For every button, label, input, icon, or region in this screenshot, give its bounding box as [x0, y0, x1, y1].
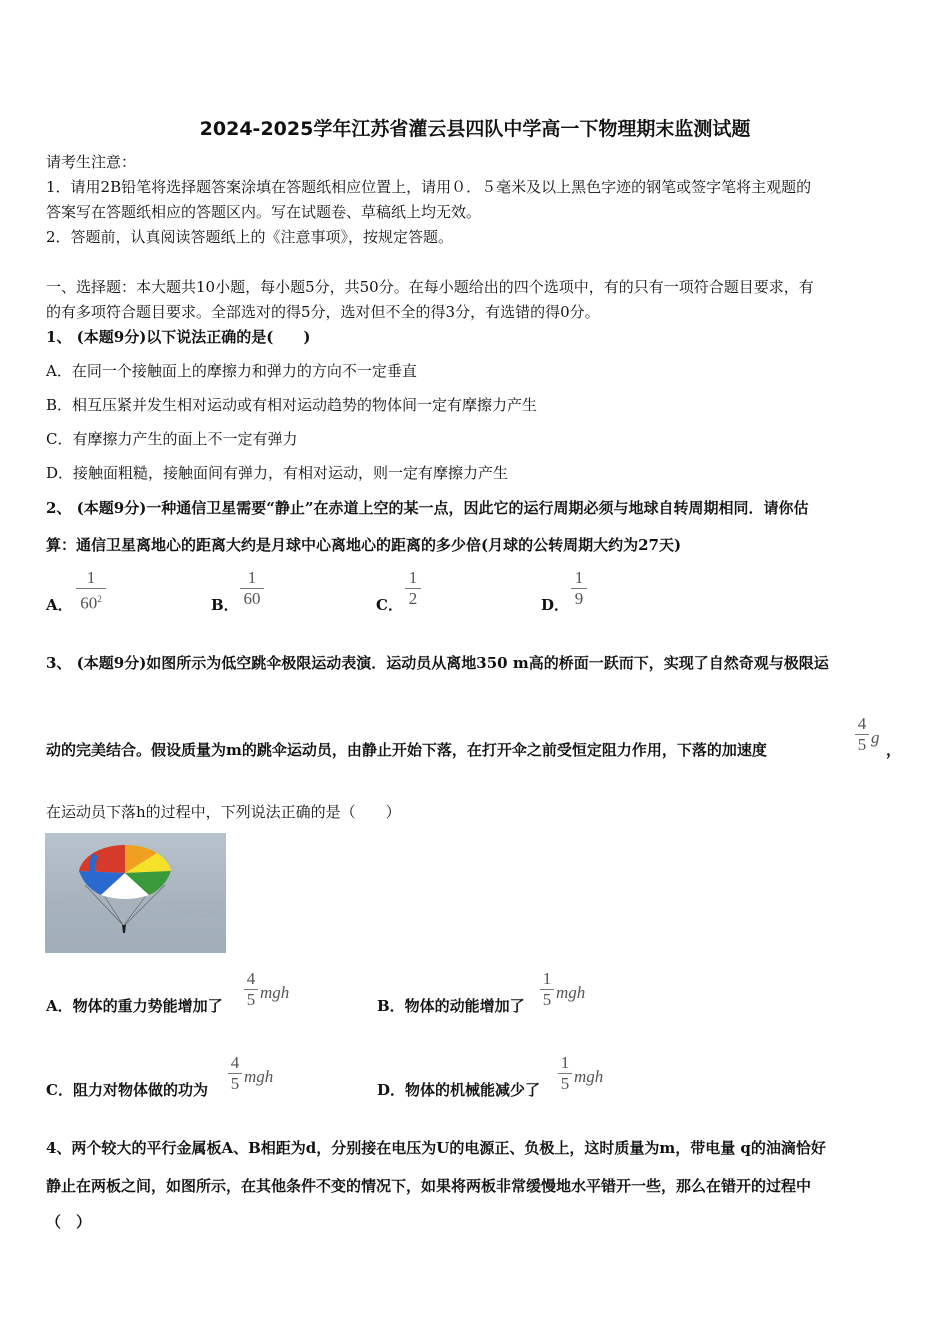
q3-stem-3: 在运动员下落h的过程中，下列说法正确的是（ ） — [46, 803, 401, 821]
q1-option-a: A．在同一个接触面上的摩擦力和弹力的方向不一定垂直 — [46, 362, 417, 380]
q3-option-b: B．物体的动能增加了 — [377, 997, 525, 1015]
q3-option-c: C．阻力对物体做的功为 — [46, 1081, 208, 1099]
q2-option-b-denominator: 60 — [243, 589, 261, 608]
q2-stem-2: 算：通信卫星离地心的距离大约是月球中心离地心的距离的多少倍(月球的公转周期大约为27天) — [46, 536, 682, 554]
notice-line-2: 2．答题前，认真阅读答题纸上的《注意事项》，按规定答题。 — [46, 228, 454, 246]
q3-option-d-fraction — [558, 1054, 572, 1093]
q3-option-b-variable: mgh — [556, 983, 586, 1002]
q1-option-b: B．相互压紧并发生相对运动或有相对运动趋势的物体间一定有摩擦力产生 — [46, 396, 538, 414]
q3-acceleration-denominator: 5 — [857, 735, 867, 754]
notice-line-1: 1．请用2B铅笔将选择题答案涂填在答题纸相应位置上，请用０．５毫米及以上黑色字迹的钢笔或签字笔将主观题的 — [46, 178, 812, 196]
q3-option-d-numerator: 1 — [560, 1053, 570, 1072]
q2-option-a-label: A． — [46, 596, 73, 614]
q4-stem-2: 静止在两板之间，如图所示，在其他条件不变的情况下，如果将两板非常缓慢地水平错开一些，那么在错开的过程中 — [46, 1177, 812, 1195]
q3-option-a-numerator: 4 — [246, 969, 256, 988]
q3-option-a-denominator: 5 — [246, 990, 256, 1009]
q2-stem-1: 2、 (本题9分)一种通信卫星需要“静止”在赤道上空的某一点，因此它的运行周期必须与地球自转周期相同．请你估 — [46, 499, 809, 517]
q3-option-a-fraction — [244, 970, 258, 1009]
q3-option-b-fraction — [540, 970, 554, 1009]
q2-option-c-denominator: 2 — [408, 589, 418, 608]
q1-option-d: D．接触面粗糙，接触面间有弹力，有相对运动，则一定有摩擦力产生 — [46, 464, 509, 482]
parachute-photo — [45, 833, 226, 953]
q2-option-a-denominator: 60 — [80, 593, 98, 613]
q1-stem: 1、 (本题9分)以下说法正确的是( ) — [46, 328, 311, 346]
q3-option-c-denominator: 5 — [230, 1074, 240, 1093]
section-line-1: 一、选择题：本大题共10小题，每小题5分，共50分。在每小题给出的四个选项中，有的只有一项符合题目要求，有 — [46, 278, 814, 296]
q2-option-a-fraction — [76, 569, 106, 613]
q3-option-d: D．物体的机械能减少了 — [377, 1081, 541, 1099]
section-line-2: 的有多项符合题目要求。全部选对的得5分，选对但不全的得3分，有选错的得0分。 — [46, 303, 600, 321]
q3-option-a-variable: mgh — [260, 983, 290, 1002]
q1-option-c: C．有摩擦力产生的面上不一定有弹力 — [46, 430, 298, 448]
q3-stem-2: 动的完美结合。假设质量为m的跳伞运动员，由静止开始下落，在打开伞之前受恒定阻力作用，下落的加速度 — [46, 741, 767, 759]
q3-option-c-variable: mgh — [244, 1067, 274, 1086]
q2-option-c-fraction — [405, 569, 421, 608]
notice-line-1b: 答案写在答题纸相应的答题区内。写在试题卷、草稿纸上均无效。 — [46, 203, 482, 221]
q3-acceleration-numerator: 4 — [857, 714, 867, 733]
q2-option-c-label: C． — [376, 596, 403, 614]
q2-option-c-numerator: 1 — [408, 568, 418, 587]
q3-option-c-numerator: 4 — [230, 1053, 240, 1072]
q3-stem-2-end: ， — [886, 741, 902, 759]
q2-option-d-denominator: 9 — [574, 589, 584, 608]
q3-stem-1: 3、 (本题9分)如图所示为低空跳伞极限运动表演．运动员从离地350 m高的桥面一跃而下，实现了自然奇观与极限运 — [46, 654, 829, 672]
q2-option-d-numerator: 1 — [574, 568, 584, 587]
q2-option-b-label: B． — [211, 596, 239, 614]
notice-heading: 请考生注意： — [46, 153, 137, 171]
q2-option-a-exponent: 2 — [97, 594, 102, 604]
q2-option-b-numerator: 1 — [247, 568, 257, 587]
q2-option-d-fraction — [571, 569, 587, 608]
q2-option-b-fraction — [240, 569, 264, 608]
q3-option-b-numerator: 1 — [542, 969, 552, 988]
q3-option-d-variable: mgh — [574, 1067, 604, 1086]
q3-acceleration-variable: g — [871, 728, 880, 747]
q3-acceleration-fraction — [855, 715, 869, 754]
q3-option-c-fraction — [228, 1054, 242, 1093]
page-title: 2024-2025学年江苏省灌云县四队中学高一下物理期末监测试题 — [199, 118, 751, 140]
q2-option-d-label: D． — [541, 596, 570, 614]
q4-stem-1: 4、两个较大的平行金属板A、B相距为d，分别接在电压为U的电源正、负极上，这时质量为m，带电量 q的油滴恰好 — [46, 1139, 826, 1157]
q4-stem-3: （ ） — [46, 1213, 92, 1231]
q3-option-d-denominator: 5 — [560, 1074, 570, 1093]
q3-option-b-denominator: 5 — [542, 990, 552, 1009]
q3-option-a: A．物体的重力势能增加了 — [46, 997, 223, 1015]
q2-option-a-numerator: 1 — [86, 568, 96, 587]
